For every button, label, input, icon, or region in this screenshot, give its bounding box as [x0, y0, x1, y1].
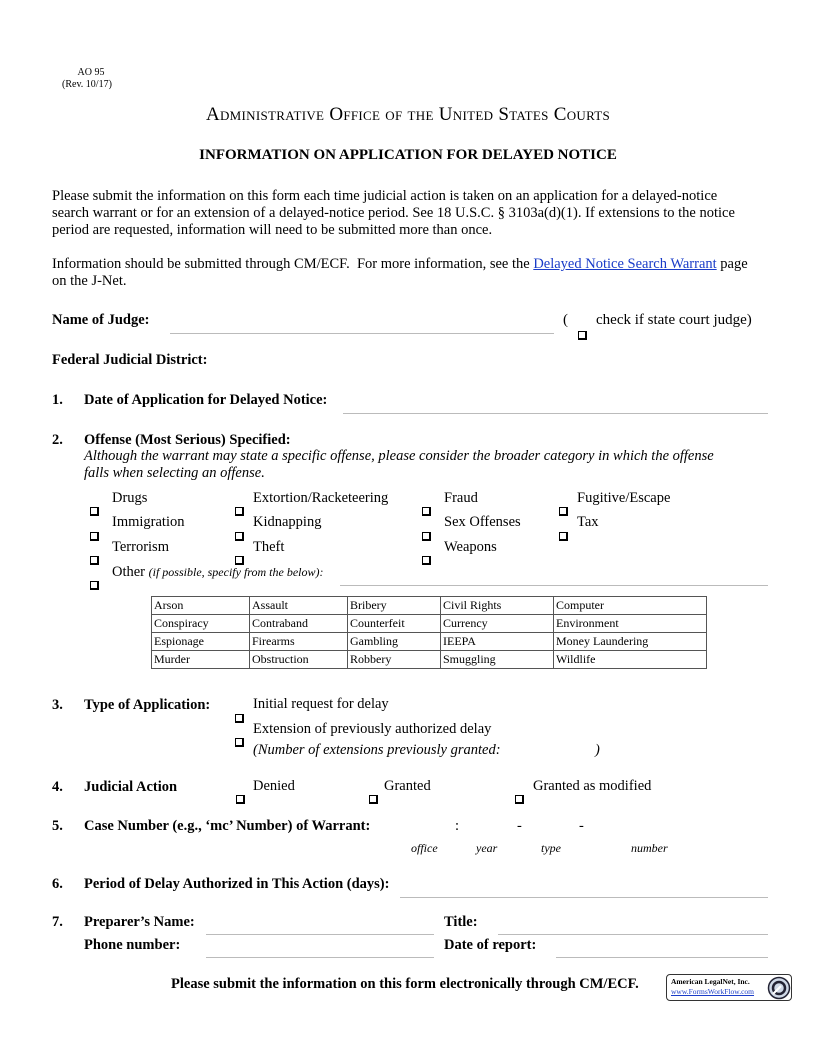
- phone-field[interactable]: [206, 957, 434, 958]
- form-revision: (Rev. 10/17): [62, 79, 112, 90]
- intro-line: period are requested, information will need to be submitted more than once.: [52, 222, 493, 238]
- offense-table-cell: Assault: [250, 597, 348, 615]
- intro-text: Information should be submitted through CM/ECF. For more information, see the: [52, 256, 534, 272]
- q2-note: [84, 448, 714, 482]
- american-legalnet-logo: [666, 974, 792, 1001]
- offense-table-row: [152, 633, 707, 651]
- offense-table-cell: Obstruction: [250, 651, 348, 669]
- offense-table-cell: Arson: [152, 597, 250, 615]
- form-id: AO 95: [77, 67, 105, 78]
- date-label: Date of report:: [444, 937, 537, 953]
- offense-weapons-checkbox[interactable]: [422, 556, 431, 565]
- offense-fraud-checkbox[interactable]: [422, 507, 431, 516]
- q6-label: Period of Delay Authorized in This Action (days):: [84, 876, 390, 892]
- offense-table-cell: Bribery: [348, 597, 441, 615]
- intro-text: page: [716, 256, 748, 272]
- offense-other-checkbox[interactable]: [90, 581, 99, 590]
- granted-label: Granted: [384, 778, 431, 794]
- report-date-field[interactable]: [556, 957, 768, 958]
- offense-table-cell: Money Laundering: [554, 633, 707, 651]
- offense-terrorism-checkbox[interactable]: [90, 556, 99, 565]
- application-date-field[interactable]: [343, 413, 768, 414]
- offense-table-cell: Murder: [152, 651, 250, 669]
- extension-count-note: (Number of extensions previously granted:: [253, 742, 501, 758]
- offense-table-cell: Environment: [554, 615, 707, 633]
- offense-drugs-checkbox[interactable]: [90, 507, 99, 516]
- form-title: INFORMATION ON APPLICATION FOR DELAYED NOTICE: [199, 147, 617, 163]
- q7-number: 7.: [52, 914, 63, 930]
- q4-number: 4.: [52, 779, 63, 795]
- extension-checkbox[interactable]: [235, 738, 244, 747]
- q2-note-line: Although the warrant may state a specific offense, please consider the broader category in which the offense: [84, 448, 714, 464]
- footer-note: Please submit the information on this form electronically through CM/ECF.: [171, 976, 639, 992]
- case-office-hint: office: [411, 841, 438, 855]
- q1-label: Date of Application for Delayed Notice:: [84, 392, 328, 408]
- offense-theft-checkbox[interactable]: [235, 556, 244, 565]
- offense-extortion-label: Extortion/Racketeering: [253, 490, 389, 506]
- offense-table-cell: Firearms: [250, 633, 348, 651]
- q2-number: 2.: [52, 432, 63, 448]
- q5-number: 5.: [52, 818, 63, 834]
- offense-tax-label: Tax: [577, 514, 599, 530]
- state-judge-label: check if state court judge): [596, 312, 752, 328]
- offense-other-label: [112, 564, 324, 581]
- q6-number: 6.: [52, 876, 63, 892]
- case-number-hint: number: [631, 841, 668, 855]
- offense-category-table: [151, 596, 707, 669]
- q2-label: Offense (Most Serious) Specified:: [84, 432, 291, 448]
- granted-checkbox[interactable]: [369, 795, 378, 804]
- offense-immigration-label: Immigration: [112, 514, 185, 530]
- case-year-hint: year: [476, 841, 498, 855]
- offense-table-cell: Contraband: [250, 615, 348, 633]
- offense-table-row: [152, 651, 707, 669]
- other-text: Other: [112, 564, 146, 580]
- denied-checkbox[interactable]: [236, 795, 245, 804]
- paren-open: (: [563, 312, 568, 328]
- q4-label: Judicial Action: [84, 779, 178, 795]
- intro-line: search warrant or for an extension of a delayed-notice period. See 18 U.S.C. § 3103a(d)(1). If extensions to the notice: [52, 205, 735, 221]
- offense-table-cell: Civil Rights: [441, 597, 554, 615]
- agency-title: Administrative Office of the United States Courts: [205, 104, 611, 125]
- offense-sex-checkbox[interactable]: [422, 532, 431, 541]
- offense-table-row: [152, 615, 707, 633]
- offense-table-cell: Robbery: [348, 651, 441, 669]
- title-label: Title:: [444, 914, 478, 930]
- delay-days-field[interactable]: [400, 897, 768, 898]
- offense-table-cell: Wildlife: [554, 651, 707, 669]
- granted-modified-label: Granted as modified: [533, 778, 652, 794]
- case-sep-colon: :: [455, 818, 460, 834]
- offense-table-cell: Counterfeit: [348, 615, 441, 633]
- offense-weapons-label: Weapons: [444, 539, 497, 555]
- case-sep-dash-2: -: [579, 818, 584, 834]
- logo-company: American LegalNet, Inc.: [671, 977, 750, 986]
- initial-request-checkbox[interactable]: [235, 714, 244, 723]
- other-note: (if possible, specify from the below):: [148, 565, 324, 579]
- offense-sex-label: Sex Offenses: [444, 514, 521, 530]
- state-judge-checkbox[interactable]: [578, 331, 587, 340]
- offense-kidnapping-label: Kidnapping: [253, 514, 322, 530]
- offense-kidnapping-checkbox[interactable]: [235, 532, 244, 541]
- granted-modified-checkbox[interactable]: [515, 795, 524, 804]
- q3-number: 3.: [52, 697, 63, 713]
- offense-terrorism-label: Terrorism: [112, 539, 169, 555]
- offense-fugitive-label: Fugitive/Escape: [577, 490, 671, 506]
- initial-request-label: Initial request for delay: [253, 696, 389, 712]
- offense-extortion-checkbox[interactable]: [235, 507, 244, 516]
- q1-number: 1.: [52, 392, 63, 408]
- q3-label: Type of Application:: [84, 697, 211, 713]
- offense-table-cell: IEEPA: [441, 633, 554, 651]
- q2-note-line: falls when selecting an offense.: [84, 465, 265, 481]
- phone-label: Phone number:: [84, 937, 181, 953]
- intro-line: Please submit the information on this form each time judicial action is taken on an application for a delayed-notice: [52, 188, 718, 204]
- title-field[interactable]: [498, 934, 768, 935]
- offense-immigration-checkbox[interactable]: [90, 532, 99, 541]
- case-sep-dash-1: -: [517, 818, 522, 834]
- offense-table-cell: Computer: [554, 597, 707, 615]
- globe-icon: [767, 976, 791, 1000]
- offense-table-cell: Espionage: [152, 633, 250, 651]
- denied-label: Denied: [253, 778, 295, 794]
- preparer-name-field[interactable]: [206, 934, 434, 935]
- offense-fugitive-checkbox[interactable]: [559, 507, 568, 516]
- q5-label: Case Number (e.g., ‘mc’ Number) of Warrant:: [84, 818, 371, 834]
- offense-table-row: [152, 597, 707, 615]
- judge-label: Name of Judge:: [52, 312, 150, 328]
- preparer-label: Preparer’s Name:: [84, 914, 195, 930]
- extension-count-close: ): [595, 742, 600, 758]
- offense-tax-checkbox[interactable]: [559, 532, 568, 541]
- delayed-notice-link[interactable]: Delayed Notice Search Warrant: [533, 256, 717, 272]
- judge-name-field[interactable]: [170, 333, 554, 334]
- offense-drugs-label: Drugs: [112, 490, 148, 506]
- logo-url: www.FormsWorkFlow.com: [671, 987, 755, 996]
- offense-table-cell: Currency: [441, 615, 554, 633]
- district-label: Federal Judicial District:: [52, 352, 208, 368]
- offense-table-cell: Conspiracy: [152, 615, 250, 633]
- case-type-hint: type: [541, 841, 561, 855]
- offense-theft-label: Theft: [253, 539, 285, 555]
- offense-table-cell: Smuggling: [441, 651, 554, 669]
- intro-paragraph-1: [52, 188, 735, 239]
- offense-fraud-label: Fraud: [444, 490, 478, 506]
- intro-line: on the J-Net.: [52, 273, 127, 289]
- other-offense-field[interactable]: [340, 585, 768, 586]
- extension-label: Extension of previously authorized delay: [253, 721, 492, 737]
- offense-table-cell: Gambling: [348, 633, 441, 651]
- intro-paragraph-2: [52, 256, 748, 290]
